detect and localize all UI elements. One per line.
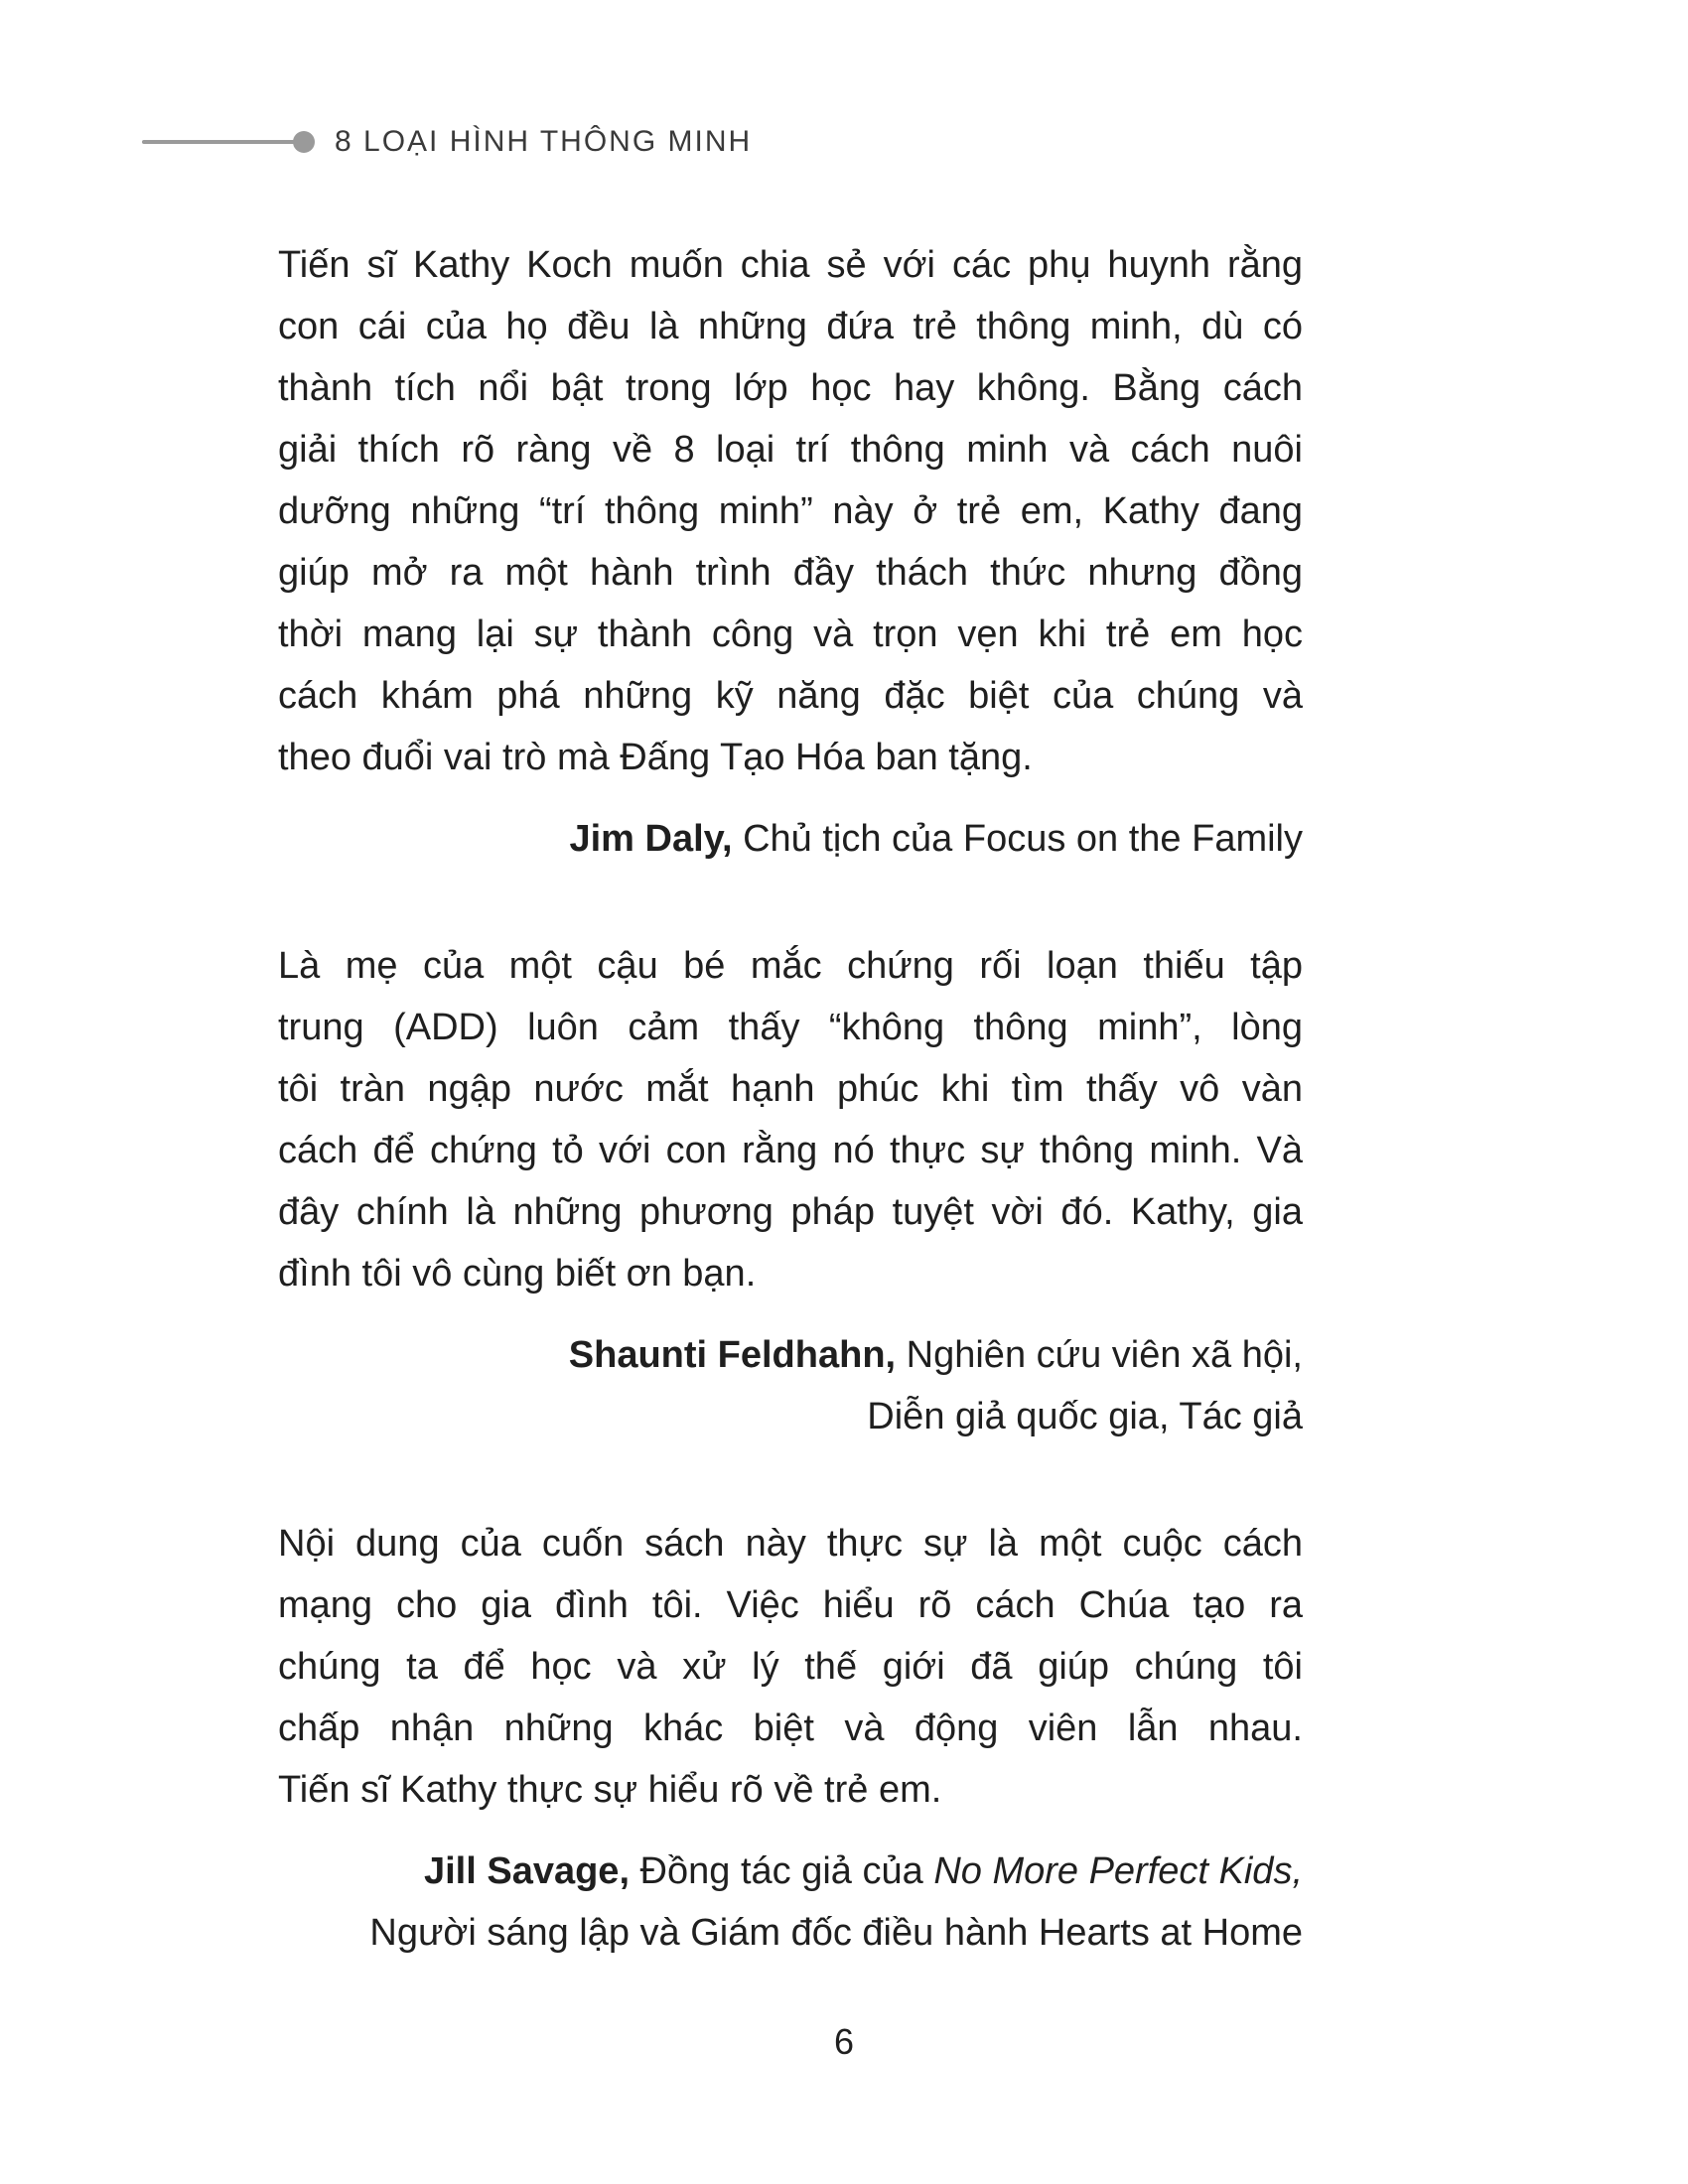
testimonial bbox=[278, 935, 1303, 1447]
quote-line: tôi tràn ngập nước mắt hạnh phúc khi tìm thấy vô vàn bbox=[278, 1068, 1303, 1110]
attribution-line bbox=[278, 1902, 1303, 1964]
attribution-text: Diễn giả quốc gia, Tác giả bbox=[867, 1396, 1303, 1437]
quote-line: đình tôi vô cùng biết ơn bạn. bbox=[278, 1253, 757, 1295]
quote-line: Tiến sĩ Kathy Koch muốn chia sẻ với các phụ huynh rằng bbox=[278, 244, 1303, 286]
quote-line: theo đuổi vai trò mà Đấng Tạo Hóa ban tặng. bbox=[278, 737, 1033, 778]
attribution-line bbox=[278, 1841, 1303, 1902]
author-name: Jill Savage, bbox=[423, 1850, 630, 1892]
author-name: Jim Daly, bbox=[569, 818, 733, 860]
author-name: Shaunti Feldhahn, bbox=[568, 1334, 897, 1376]
quote-line: Là mẹ của một cậu bé mắc chứng rối loạn thiếu tập bbox=[278, 945, 1303, 987]
quote-line: giải thích rõ ràng về 8 loại trí thông minh và cách nuôi bbox=[278, 429, 1303, 471]
header-rule-dot-icon bbox=[293, 131, 315, 153]
testimonial bbox=[278, 1513, 1303, 1964]
attribution-text: Chủ tịch của Focus on the Family bbox=[732, 818, 1303, 860]
attribution-line bbox=[278, 808, 1303, 870]
testimonial-quote bbox=[278, 1513, 1303, 1821]
quote-line: chúng ta để học và xử lý thế giới đã giúp chúng tôi bbox=[278, 1646, 1303, 1688]
attribution bbox=[278, 1841, 1303, 1964]
attribution-line bbox=[278, 1324, 1303, 1386]
book-title: No More Perfect Kids, bbox=[933, 1850, 1303, 1892]
attribution-text: Người sáng lập và Giám đốc điều hành Hearts at Home bbox=[369, 1912, 1303, 1954]
quote-line: con cái của họ đều là những đứa trẻ thông minh, dù có bbox=[278, 306, 1303, 347]
quote-line: mạng cho gia đình tôi. Việc hiểu rõ cách Chúa tạo ra bbox=[278, 1584, 1303, 1626]
quote-line: Nội dung của cuốn sách này thực sự là một cuộc cách bbox=[278, 1523, 1303, 1565]
quote-line: cách khám phá những kỹ năng đặc biệt của chúng và bbox=[278, 675, 1303, 717]
page-header bbox=[142, 125, 752, 159]
attribution-line bbox=[278, 1386, 1303, 1447]
attribution-text: Nghiên cứu viên xã hội, bbox=[896, 1334, 1303, 1376]
quote-line: trung (ADD) luôn cảm thấy “không thông minh”, lòng bbox=[278, 1007, 1303, 1048]
attribution bbox=[278, 1324, 1303, 1447]
testimonial bbox=[278, 234, 1303, 870]
quote-line: thành tích nổi bật trong lớp học hay không. Bằng cách bbox=[278, 367, 1303, 409]
quote-line: cách để chứng tỏ với con rằng nó thực sự thông minh. Và bbox=[278, 1130, 1303, 1171]
running-header-title: 8 LOẠI HÌNH THÔNG MINH bbox=[335, 125, 753, 158]
page-number: 6 bbox=[833, 2021, 855, 2062]
quote-line: chấp nhận những khác biệt và động viên lẫn nhau. bbox=[278, 1707, 1303, 1749]
header-rule bbox=[142, 131, 311, 153]
quote-line: thời mang lại sự thành công và trọn vẹn khi trẻ em học bbox=[278, 614, 1303, 655]
attribution bbox=[278, 808, 1303, 870]
testimonials-column bbox=[278, 234, 1303, 2029]
quote-line: đây chính là những phương pháp tuyệt vời đó. Kathy, gia bbox=[278, 1191, 1303, 1233]
header-rule-line bbox=[142, 140, 311, 144]
quote-line: dưỡng những “trí thông minh” này ở trẻ em, Kathy đang bbox=[278, 490, 1303, 532]
quote-line: Tiến sĩ Kathy thực sự hiểu rõ về trẻ em. bbox=[278, 1769, 942, 1811]
testimonial-quote bbox=[278, 234, 1303, 788]
quote-line: giúp mở ra một hành trình đầy thách thức nhưng đồng bbox=[278, 552, 1303, 594]
testimonial-quote bbox=[278, 935, 1303, 1304]
attribution-text: Đồng tác giả của bbox=[630, 1850, 934, 1892]
